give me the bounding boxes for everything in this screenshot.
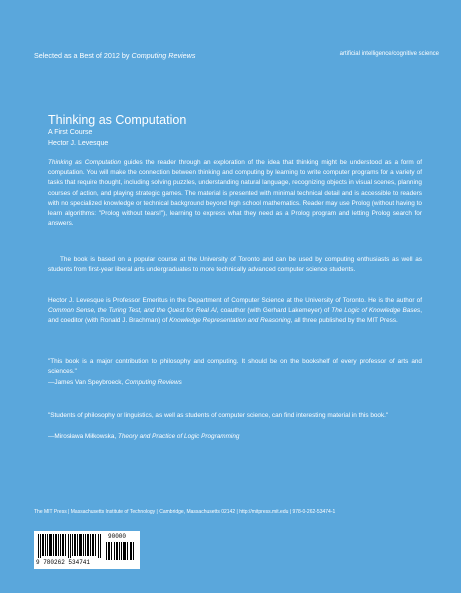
description-paragraph-1: Thinking as Computation guides the reader through an exploration of the idea that thinking might be understood as a form of computation. You will make the connection between thinking and computing by learning to write computer programs for a variety of tasks that require thought, including solving puzzles, understanding natural language, recognizing objects in visual scenes, planning courses of action, and playing strategic games. The material is presented with minimal technical detail and is accessible to readers with no specialized knowledge or technical background beyond high school mathematics. Reader may use Prolog (without having to learn algorithms: "Prolog without tears!"), learning to express what they need as a Prolog program and letting Prolog search for answers. bbox=[48, 159, 422, 228]
book-author: Hector J. Levesque bbox=[48, 140, 109, 147]
book-title: Thinking as Computation bbox=[48, 113, 187, 127]
barcode-bars-main bbox=[38, 534, 102, 558]
barcode-bars-addon bbox=[106, 542, 136, 560]
category-label: artificial intelligence/cognitive science bbox=[339, 51, 439, 57]
book-subtitle: A First Course bbox=[48, 129, 93, 136]
review-quote-1: "This book is a major contribution to philosophy and computing. It should be on the bookshelf of every professor of arts and sciences." bbox=[48, 358, 422, 376]
review-attribution-1: —James Van Speybroeck, Computing Reviews bbox=[48, 379, 182, 386]
author-bio: Hector J. Levesque is Professor Emeritus in the Department of Computer Science at the University of Toronto. He is the author of Common Sense, the Turing Test, and the Quest for Real AI, coauthor (with Gerhard Lakemeyer) of The Logic of Knowledge Bases, and coeditor (with Ronald J. Brachman) of Knowledge Representation and Reasoning, all three published by the MIT Press. bbox=[48, 297, 422, 325]
review-quote-2: "Students of philosophy or linguistics, as well as students of computer science, can find interesting material in this book." bbox=[48, 412, 389, 419]
isbn-number: 9 780262 534741 bbox=[36, 559, 91, 566]
description-title-italic: Thinking as Computation bbox=[48, 159, 121, 166]
price-code: 90000 bbox=[108, 533, 127, 540]
award-line: Selected as a Best of 2012 by Computing Reviews bbox=[34, 51, 196, 60]
publisher-footer: The MIT Press | Massachusetts Institute of Technology | Cambridge, Massachusetts 02142 | http://mitpress.mit.edu | 978-0-262-53474-1 bbox=[34, 509, 336, 515]
award-source: Computing Reviews bbox=[131, 51, 196, 60]
review-attribution-2: —Mirosława Miłkowska, Theory and Practice of Logic Programming bbox=[48, 433, 240, 440]
isbn-barcode bbox=[34, 531, 140, 569]
description-paragraph-2: The book is based on a popular course at the University of Toronto and can be used by computing enthusiasts as well as students from first-year liberal arts undergraduates to more technically advanced computer science students. bbox=[48, 256, 422, 274]
